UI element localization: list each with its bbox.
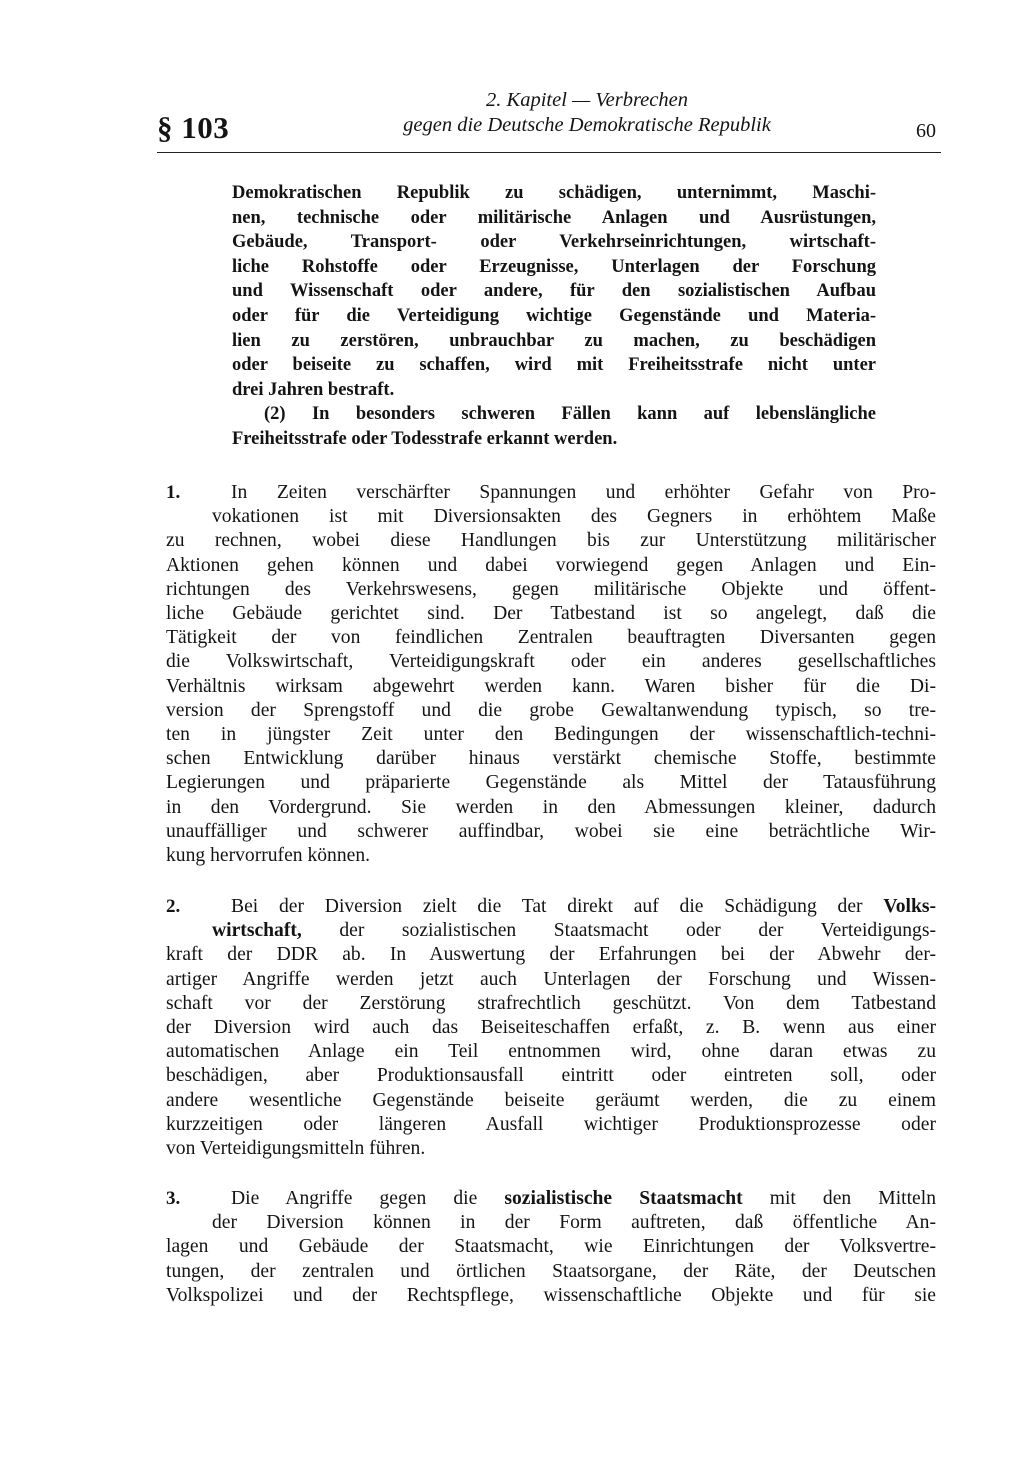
text-run: mit den Mitteln	[742, 1188, 936, 1209]
commentary-text	[166, 481, 936, 868]
commentary-line: Legierungen und präparierte Gegenstände als Mittel der Tatausführung	[166, 772, 936, 794]
statute-text	[232, 181, 876, 452]
commentary-number: 2.	[166, 896, 181, 917]
commentary-line: der Diversion können in der Form auftreten, daß öffentliche An-	[212, 1212, 936, 1234]
commentary-line: in den Vordergrund. Sie werden in den Abmessungen kleiner, dadurch	[166, 796, 936, 818]
commentary-line: liche Gebäude gerichtet sind. Der Tatbestand ist so angelegt, daß die	[166, 603, 936, 625]
commentary-line: kraft der DDR ab. In Auswertung der Erfahrungen bei der Abwehr der-	[166, 944, 936, 966]
commentary-line: artiger Angriffe werden jetzt auch Unterlagen der Forschung und Wissen-	[166, 968, 936, 990]
commentary-line: zu rechnen, wobei diese Handlungen bis zur Unterstützung militärischer	[166, 530, 936, 552]
statute-line: liche Rohstoffe oder Erzeugnisse, Unterlagen der Forschung	[232, 256, 876, 277]
commentary-line: kurzzeitigen oder längeren Ausfall wichtiger Produktionsprozesse oder	[166, 1113, 936, 1135]
commentary-line: schen Entwicklung darüber hinaus verstärkt chemische Stoffe, bestimmte	[166, 748, 936, 770]
commentary-line: richtungen des Verkehrswesens, gegen militärische Objekte und öffent-	[166, 578, 936, 600]
commentary-line: unauffälliger und schwerer auffindbar, wobei sie eine beträchtliche Wir-	[166, 820, 936, 842]
commentary-line	[166, 919, 936, 943]
emphasis-staatsmacht: sozialistische Staatsmacht	[504, 1188, 743, 1209]
commentary-line: schaft vor der Zerstörung strafrechtlich geschützt. Von dem Tatbestand	[166, 992, 936, 1014]
section-number: § 103	[157, 110, 230, 145]
commentary-line: andere wesentliche Gegenstände beiseite geräumt werden, die zu einem	[166, 1089, 936, 1111]
commentary-item-1	[166, 481, 936, 871]
commentary-line: lagen und Gebäude der Staatsmacht, wie Einrichtungen der Volksvertre-	[166, 1236, 936, 1258]
statute-line: lien zu zerstören, unbrauchbar zu machen, zu beschädigen	[232, 330, 876, 351]
statute-line: und Wissenschaft oder andere, für den sozialistischen Aufbau	[232, 281, 876, 302]
statute-line: Freiheitsstrafe oder Todesstrafe erkannt werden.	[232, 428, 618, 449]
commentary-number: 1.	[166, 482, 181, 503]
statute-line: oder für die Verteidigung wichtige Gegenstände und Materia-	[232, 305, 876, 326]
commentary-line: ten in jüngster Zeit unter den Bedingungen der wissenschaftlich-techni-	[166, 724, 936, 746]
commentary-line: tungen, der zentralen und örtlichen Staatsorgane, der Räte, der Deutschen	[166, 1260, 936, 1282]
commentary-line: Tätigkeit der von feindlichen Zentralen beauftragten Diversanten gegen	[166, 627, 936, 649]
commentary-line	[166, 1187, 936, 1211]
statute-line: nen, technische oder militärische Anlagen und Ausrüstungen,	[232, 207, 876, 228]
statute-line: drei Jahren bestraft.	[232, 379, 395, 400]
commentary-text	[166, 1187, 936, 1308]
commentary-line	[166, 895, 936, 919]
commentary-line: der Diversion wird auch das Beiseiteschaffen erfaßt, z. B. wenn aus einer	[166, 1017, 936, 1039]
header-rule	[157, 152, 941, 153]
page-header	[157, 88, 942, 154]
text-run: der sozialistischen Staatsmacht oder der Verteidigungs-	[301, 920, 936, 942]
text-run: Bei der Diversion zielt die Tat direkt auf die Schädigung der	[231, 896, 884, 917]
commentary-item-2	[166, 895, 936, 1165]
text-run: Die Angriffe gegen die	[231, 1188, 505, 1209]
chapter-title	[357, 88, 817, 138]
commentary-line: Verhältnis wirksam abgewehrt werden kann. Waren bisher für die Di-	[166, 675, 936, 697]
commentary-line: beschädigen, aber Produktionsausfall eintritt oder eintreten soll, oder	[166, 1065, 936, 1087]
commentary-line: automatischen Anlage ein Teil entnommen wird, ohne daran etwas zu	[166, 1041, 936, 1063]
chapter-title-line-1: 2. Kapitel — Verbrechen	[486, 89, 688, 111]
commentary-line: die Volkswirtschaft, Verteidigungskraft oder ein anderes gesellschaftliches	[166, 651, 936, 673]
emphasis-volkswirtschaft: Volks-	[883, 896, 936, 917]
statute-line: (2) In besonders schweren Fällen kann auf lebenslängliche	[264, 404, 876, 425]
commentary-line: Volkspolizei und der Rechtspflege, wissenschaftliche Objekte und für sie	[166, 1284, 936, 1306]
commentary-line: vokationen ist mit Diversionsakten des Gegners in erhöhtem Maße	[212, 506, 936, 528]
commentary-line: von Verteidigungsmitteln führen.	[166, 1138, 426, 1160]
commentary-line: Aktionen gehen können und dabei vorwiegend gegen Anlagen und Ein-	[166, 554, 936, 576]
chapter-title-line-2: gegen die Deutsche Demokratische Republik	[403, 114, 771, 136]
page-number: 60	[916, 120, 936, 142]
commentary-text	[166, 895, 936, 1161]
commentary-line: In Zeiten verschärfter Spannungen und erhöhter Gefahr von Pro-	[231, 482, 936, 503]
statute-line: Demokratischen Republik zu schädigen, unternimmt, Maschi-	[232, 183, 876, 203]
commentary-number: 3.	[166, 1188, 181, 1209]
statute-line: oder beiseite zu schaffen, wird mit Freiheitsstrafe nicht unter	[232, 355, 876, 376]
commentary-line: kung hervorrufen können.	[166, 845, 371, 867]
commentary-item-3	[166, 1187, 936, 1317]
emphasis-volkswirtschaft-cont: wirtschaft,	[212, 920, 302, 942]
commentary-line: version der Sprengstoff und die grobe Gewaltanwendung typisch, so tre-	[166, 699, 936, 721]
statute-line: Gebäude, Transport- oder Verkehrseinrichtungen, wirtschaft-	[232, 232, 876, 253]
